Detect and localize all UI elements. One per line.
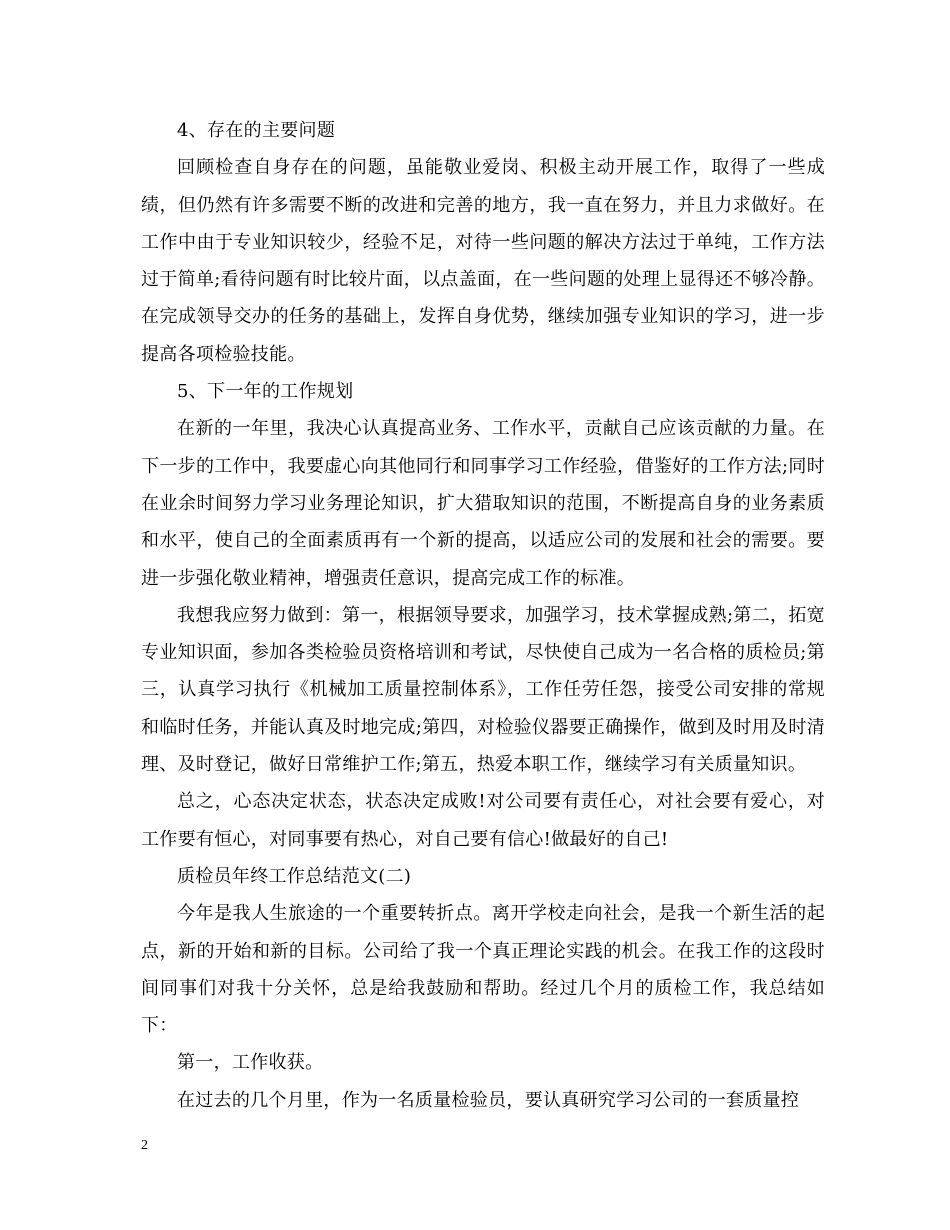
paragraph-self-review: 回顾检查自身存在的问题，虽能敬业爱岗、积极主动开展工作，取得了一些成绩，但仍然有许多需要不断的改进和完善的地方，我一直在努力，并且力求做好。在工作中由于专业知识较少，经验不足，对待一些问题的解决方法过于单纯，工作方法过于简单;看待问题有时比较片面，以点盖面，在一些问题的处理上显得还不够冷静。在完成领导交办的任务的基础上，发挥自身优势，继续加强专业知识的学习，进一步提高各项检验技能。 — [141, 157, 825, 365]
document-subtitle: 质检员年终工作总结范文(二) — [177, 865, 412, 887]
section-heading-work-gains: 第一，工作收获。 — [177, 1052, 324, 1074]
paragraph-new-year-goals: 在新的一年里，我决心认真提高业务、工作水平，贡献自己应该贡献的力量。在下一步的工作中，我要虚心向其他同行和同事学习工作经验，借鉴好的工作方法;同时在业余时间努力学习业务理论知识，扩大猎取知识的范围，不断提高自身的业务素质和水平，使自己的全面素质再有一个新的提高，以适应公司的发展和社会的需要。要进一步强化敬业精神，增强责任意识，提高完成工作的标准。 — [141, 418, 825, 589]
section-heading-main-problems: 4、存在的主要问题 — [177, 120, 336, 141]
paragraph-past-months: 在过去的几个月里，作为一名质量检验员，要认真研究学习公司的一套质量控 — [177, 1089, 800, 1111]
paragraph-action-items: 我想我应努力做到：第一，根据领导要求，加强学习，技术掌握成熟;第二，拓宽专业知识面，参加各类检验员资格培训和考试，尽快使自己成为一名合格的质检员;第三，认真学习执行《机械加工质量控制体系》，工作任劳任怨，接受公司安排的常规和临时任务，并能认真及时地完成;第四，对检验仪器要正确操作，做到及时用及时清理、及时登记，做好日常维护工作;第五，热爱本职工作，继续学习有关质量知识。 — [141, 604, 825, 776]
paragraph-conclusion: 总之，心态决定状态，状态决定成败!对公司要有责任心，对社会要有爱心，对工作要有恒心，对同事要有热心，对自己要有信心!做最好的自己! — [141, 791, 825, 850]
page-number: 2 — [141, 1138, 148, 1153]
document-body — [141, 112, 825, 1119]
section-heading-next-year-plan: 5、下一年的工作规划 — [177, 381, 354, 403]
paragraph-turning-point: 今年是我人生旅途的一个重要转折点。离开学校走向社会，是我一个新生活的起点，新的开始和新的目标。公司给了我一个真正理论实践的机会。在我工作的这段时间同事们对我十分关怀，总是给我鼓励和帮助。经过几个月的质检工作，我总结如下： — [141, 903, 825, 1037]
